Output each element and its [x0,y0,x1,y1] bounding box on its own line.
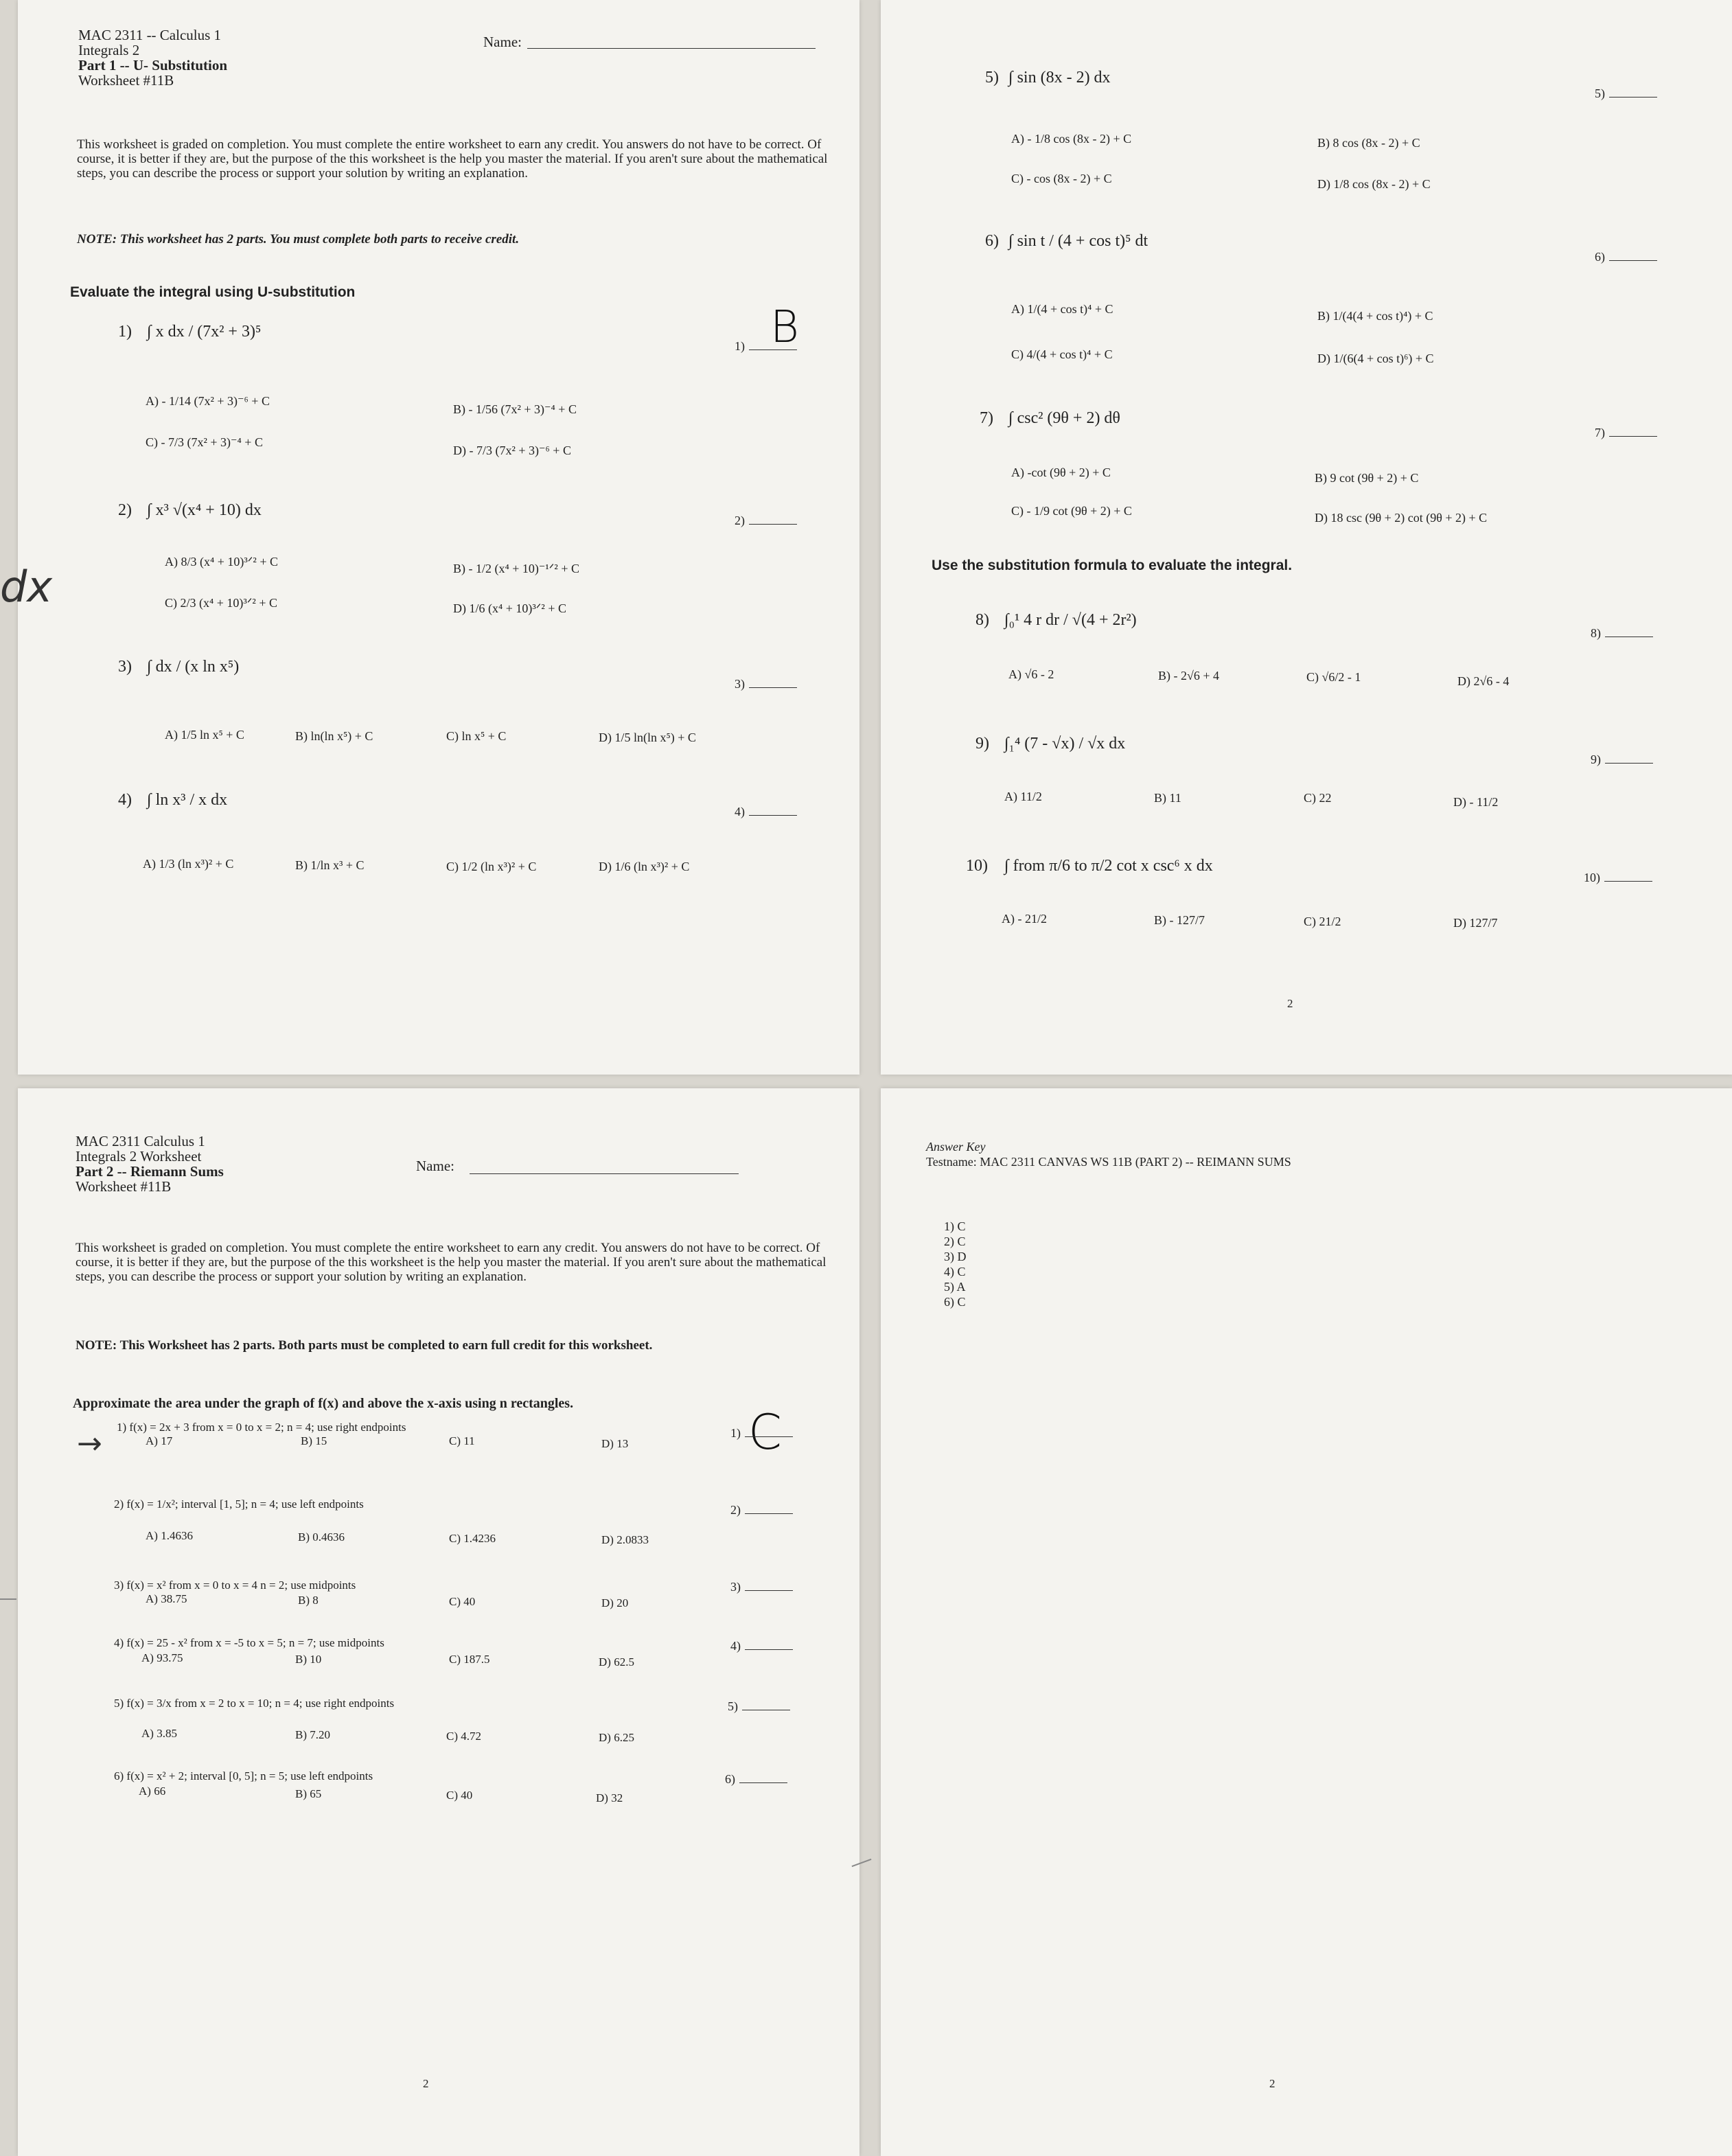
q8-option-c: C) √6/2 - 1 [1306,670,1361,684]
section-heading: Approximate the area under the graph of f(x) and above the x-axis using n rectangles. [73,1396,574,1411]
rs-q6-option-d: D) 32 [596,1791,623,1804]
answer-9-line[interactable]: 9) [1591,753,1653,767]
page-number: 2 [1269,2077,1275,2090]
margin-handwriting: dx [0,562,53,612]
q9-option-d: D) - 11/2 [1453,795,1499,809]
name-label: Name: [416,1158,454,1174]
question-4-expression: ∫ ln x³ / x dx [147,791,228,809]
question-3-number: 3) [118,658,132,676]
answer-key-item: 6) C [944,1295,966,1309]
rs-q3-option-c: C) 40 [449,1595,476,1608]
note: NOTE: This Worksheet has 2 parts. Both parts must be completed to earn full credit for this worksheet. [76,1338,653,1353]
rs-q4-option-b: B) 10 [295,1653,322,1666]
question-8-expression: ∫₀¹ 4 r dr / √(4 + 2r²) [1004,611,1137,629]
q9-option-b: B) 11 [1154,791,1181,805]
q8-option-d: D) 2√6 - 4 [1457,674,1510,688]
note: NOTE: This worksheet has 2 parts. You must complete both parts to receive credit. [77,232,520,246]
answer-4-line[interactable]: 4) [735,805,797,819]
q8-option-a: A) √6 - 2 [1008,667,1054,681]
worksheet-page-part1-continued [881,0,1732,1075]
worksheet-number: Worksheet #11B [76,1178,172,1195]
question-8-number: 8) [975,611,989,629]
worksheet-number: Worksheet #11B [78,72,174,89]
handwritten-answer-1: B [770,302,799,353]
q1-option-a: A) - 1/14 (7x² + 3)⁻⁶ + C [146,394,270,408]
course-title: MAC 2311 -- Calculus 1 [78,27,222,43]
question-1-number: 1) [118,323,132,341]
q6-option-d: D) 1/(6(4 + cos t)⁶) + C [1317,352,1434,365]
handwritten-answer-1: C [748,1404,782,1460]
page-number: 2 [1287,997,1293,1010]
rs-q3-option-a: A) 38.75 [146,1592,187,1605]
answer-key-item: 5) A [944,1280,966,1294]
rs-q5-option-a: A) 3.85 [141,1727,177,1740]
q1-option-d: D) - 7/3 (7x² + 3)⁻⁶ + C [453,444,571,457]
rs-q1-option-b: B) 15 [301,1434,327,1447]
answer-key-page [881,1088,1732,2156]
q3-option-a: A) 1/5 ln x⁵ + C [165,728,244,742]
q4-option-b: B) 1/ln x³ + C [295,858,365,872]
question-9-number: 9) [975,735,989,753]
answer-6-line[interactable]: 6) [1595,250,1657,264]
q5-option-b: B) 8 cos (8x - 2) + C [1317,136,1420,150]
rs-q1-option-c: C) 11 [449,1434,475,1447]
q6-option-a: A) 1/(4 + cos t)⁴ + C [1011,302,1113,316]
question-1-expression: ∫ x dx / (7x² + 3)⁵ [147,323,262,341]
section-heading-substitution: Use the substitution formula to evaluate the integral. [932,558,1293,573]
worksheet-page-part2 [18,1088,859,2156]
q5-option-d: D) 1/8 cos (8x - 2) + C [1317,177,1431,191]
part-title: Part 1 -- U- Substitution [78,57,228,73]
q9-option-a: A) 11/2 [1004,790,1042,803]
q10-option-c: C) 21/2 [1304,915,1341,928]
rs-q1-option-a: A) 17 [146,1434,173,1447]
rs-question-3-text: 3) f(x) = x² from x = 0 to x = 4 n = 2; use midpoints [114,1579,356,1592]
rs-question-5-text: 5) f(x) = 3/x from x = 2 to x = 10; n = 4; use right endpoints [114,1697,395,1710]
rs-q2-option-d: D) 2.0833 [601,1533,649,1546]
q5-option-a: A) - 1/8 cos (8x - 2) + C [1011,132,1132,146]
rs-question-6-text: 6) f(x) = x² + 2; interval [0, 5]; n = 5; use left endpoints [114,1769,373,1782]
q1-option-b: B) - 1/56 (7x² + 3)⁻⁴ + C [453,402,577,416]
q8-option-b: B) - 2√6 + 4 [1158,669,1220,683]
rs-q5-option-b: B) 7.20 [295,1728,330,1741]
q7-option-d: D) 18 csc (9θ + 2) cot (9θ + 2) + C [1315,511,1488,525]
rs-q3-option-d: D) 20 [601,1596,629,1609]
rs-q6-option-c: C) 40 [446,1789,473,1802]
answer-5-line[interactable]: 5) [1595,87,1657,101]
name-line[interactable] [470,1173,739,1174]
q10-option-a: A) - 21/2 [1002,912,1047,926]
intro-paragraph: This worksheet is graded on completion. You must complete the entire worksheet to earn any credit. You answers do not have to be correct. Of course, it is better if they are, but the purpose of the this worksheet is the help you master the material. If you aren't sure about the mathematical steps, you can describe the process or support your solution by writing an explanation. [76,1241,827,1284]
q4-option-a: A) 1/3 (ln x³)² + C [143,857,234,871]
q3-option-c: C) ln x⁵ + C [446,729,507,743]
name-label: Name: [483,34,522,50]
answer-1-line[interactable]: 1) [735,339,797,354]
rs-q3-option-b: B) 8 [298,1594,319,1607]
rs-answer-6-line[interactable]: 6) [725,1772,787,1787]
q7-option-a: A) -cot (9θ + 2) + C [1011,466,1111,479]
q4-option-d: D) 1/6 (ln x³)² + C [599,860,690,873]
question-2-number: 2) [118,501,132,519]
q7-option-b: B) 9 cot (9θ + 2) + C [1315,471,1419,485]
page-number: 2 [423,2077,429,2090]
subtitle: Integrals 2 [78,42,140,58]
rs-question-1-text: 1) f(x) = 2x + 3 from x = 0 to x = 2; n = 4; use right endpoints [117,1421,406,1434]
answer-8-line[interactable]: 8) [1591,626,1653,641]
question-6-expression: ∫ sin t / (4 + cos t)⁵ dt [1008,232,1148,250]
subtitle: Integrals 2 Worksheet [76,1148,202,1165]
q5-option-c: C) - cos (8x - 2) + C [1011,172,1112,185]
question-10-number: 10) [966,857,988,875]
intro-paragraph: This worksheet is graded on completion. You must complete the entire worksheet to earn any credit. You answers do not have to be correct. Of course, it is better if they are, but the purpose of the this worksheet is the help you master the material. If you aren't sure about the mathematical steps, you can describe the process or support your solution by writing an explanation. [77,137,828,181]
question-3-expression: ∫ dx / (x ln x⁵) [147,658,240,676]
q9-option-c: C) 22 [1304,791,1332,805]
rs-q4-option-d: D) 62.5 [599,1655,634,1668]
rs-answer-5-line[interactable]: 5) [728,1699,790,1714]
question-7-expression: ∫ csc² (9θ + 2) dθ [1008,409,1120,427]
q2-option-a: A) 8/3 (x⁴ + 10)³ᐟ² + C [165,555,278,569]
arrow-mark-icon: → [77,1426,102,1461]
rs-answer-3-line[interactable]: 3) [730,1580,793,1594]
question-5-expression: ∫ sin (8x - 2) dx [1008,69,1111,87]
question-6-number: 6) [985,232,999,250]
answer-2-line[interactable]: 2) [735,514,797,528]
course-title: MAC 2311 Calculus 1 [76,1133,205,1149]
answer-3-line[interactable]: 3) [735,677,797,691]
page-edge-mark [0,1598,16,1600]
section-heading: Evaluate the integral using U-substitution [70,284,356,300]
q1-option-c: C) - 7/3 (7x² + 3)⁻⁴ + C [146,435,263,449]
question-9-expression: ∫₁⁴ (7 - √x) / √x dx [1004,735,1126,753]
answer-key-testname: Testname: MAC 2311 CANVAS WS 11B (PART 2) -- REIMANN SUMS [926,1155,1291,1169]
rs-q2-option-a: A) 1.4636 [146,1529,193,1542]
answer-key-item: 4) C [944,1265,966,1278]
answer-10-line[interactable]: 10) [1584,871,1652,885]
rs-q2-option-c: C) 1.4236 [449,1532,496,1545]
rs-q5-option-d: D) 6.25 [599,1731,634,1744]
q10-option-d: D) 127/7 [1453,916,1498,930]
rs-question-2-text: 2) f(x) = 1/x²; interval [1, 5]; n = 4; use left endpoints [114,1498,364,1511]
question-2-expression: ∫ x³ √(x⁴ + 10) dx [147,501,262,519]
rs-q1-option-d: D) 13 [601,1437,629,1450]
question-4-number: 4) [118,791,132,809]
q2-option-c: C) 2/3 (x⁴ + 10)³ᐟ² + C [165,596,277,610]
name-line[interactable] [527,48,816,49]
q6-option-c: C) 4/(4 + cos t)⁴ + C [1011,347,1113,361]
rs-answer-4-line[interactable]: 4) [730,1639,793,1653]
answer-key-item: 2) C [944,1235,966,1248]
q10-option-b: B) - 127/7 [1154,913,1205,927]
rs-q5-option-c: C) 4.72 [446,1730,481,1743]
rs-q6-option-b: B) 65 [295,1787,322,1800]
q3-option-d: D) 1/5 ln(ln x⁵) + C [599,731,696,744]
question-5-number: 5) [985,69,999,87]
rs-answer-2-line[interactable]: 2) [730,1503,793,1517]
rs-q6-option-a: A) 66 [139,1785,166,1798]
q4-option-c: C) 1/2 (ln x³)² + C [446,860,537,873]
q3-option-b: B) ln(ln x⁵) + C [295,729,373,743]
answer-key-item: 3) D [944,1250,967,1263]
worksheet-page-part1 [18,0,859,1075]
q2-option-b: B) - 1/2 (x⁴ + 10)⁻¹ᐟ² + C [453,562,579,575]
question-7-number: 7) [980,409,993,427]
rs-q4-option-c: C) 187.5 [449,1653,490,1666]
answer-key-item: 1) C [944,1219,966,1233]
q6-option-b: B) 1/(4(4 + cos t)⁴) + C [1317,309,1433,323]
question-10-expression: ∫ from π/6 to π/2 cot x csc⁶ x dx [1004,857,1213,875]
q2-option-d: D) 1/6 (x⁴ + 10)³ᐟ² + C [453,601,566,615]
rs-answer-1-line[interactable]: 1) [730,1426,793,1441]
rs-question-4-text: 4) f(x) = 25 - x² from x = -5 to x = 5; n = 7; use midpoints [114,1636,384,1649]
answer-7-line[interactable]: 7) [1595,426,1657,440]
q7-option-c: C) - 1/9 cot (9θ + 2) + C [1011,504,1132,518]
answer-key-heading: Answer Key [926,1140,986,1154]
rs-q4-option-a: A) 93.75 [141,1651,183,1664]
rs-q2-option-b: B) 0.4636 [298,1530,345,1544]
part-title: Part 2 -- Riemann Sums [76,1163,224,1180]
